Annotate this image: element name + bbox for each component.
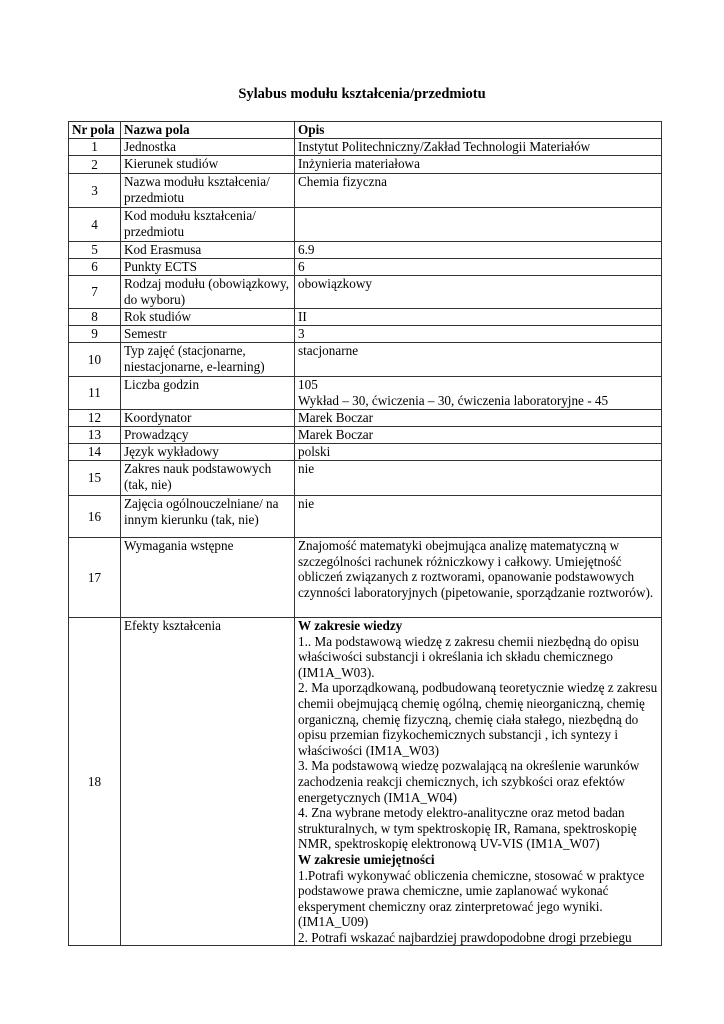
field-value: nie <box>295 461 662 496</box>
field-value <box>295 208 662 242</box>
field-name: Punkty ECTS <box>121 259 295 276</box>
row-number: 7 <box>69 276 121 309</box>
field-value: 6 <box>295 259 662 276</box>
table-row <box>69 276 662 309</box>
field-name: Jednostka <box>121 139 295 156</box>
field-value: polski <box>295 444 662 461</box>
learning-outcome: 3. Ma podstawową wiedzę pozwalającą na określenie warunków zachodzenia reakcji chemicznych, ich szybkości oraz efektów energetycznych (IM1A_W04) <box>298 758 640 805</box>
section-heading-skills: W zakresie umiejętności <box>298 851 435 867</box>
page-title: Sylabus modułu kształcenia/przedmiotu <box>238 86 486 102</box>
header-name: Nazwa pola <box>121 122 295 139</box>
table-row <box>69 139 662 156</box>
learning-outcome: 2. Ma uporządkowaną, podbudowaną teoretycznie wiedzę z zakresu chemii obejmującą chemię ogólną, chemię nieorganiczną, chemię organiczną, chemię fizyczną, chemię ciała stałego, niezbędną do opisu przemian fizykochemicznych substancji , ich syntezy i właściwości (IM1A_W03) <box>298 680 658 758</box>
field-name: Wymagania wstępne <box>121 538 295 618</box>
row-number: 14 <box>69 444 121 461</box>
field-name: Prowadzący <box>121 427 295 444</box>
table-row <box>69 538 662 618</box>
learning-outcome: 1.Potrafi wykonywać obliczenia chemiczne, stosować w praktyce podstawowe prawa chemiczne, umie zaplanować wykonać eksperyment chemiczny oraz zinterpretować jego wyniki. (IM1A_U09) <box>298 867 645 930</box>
row-number: 13 <box>69 427 121 444</box>
learning-outcome: 1.. Ma podstawową wiedzę z zakresu chemii niezbędną do opisu właściwości substancji i określania ich składu chemicznego (IM1A_W03). <box>298 633 639 680</box>
hours-total: 105 <box>298 377 318 392</box>
field-name: Zakres nauk podstawowych (tak, nie) <box>121 461 295 496</box>
field-value: II <box>295 309 662 326</box>
row-number: 1 <box>69 139 121 156</box>
table-header-row <box>69 122 662 139</box>
table-row <box>69 496 662 538</box>
field-value: Marek Boczar <box>295 427 662 444</box>
field-name: Kod Erasmusa <box>121 242 295 259</box>
table-row <box>69 326 662 343</box>
table-row <box>69 410 662 427</box>
field-name: Koordynator <box>121 410 295 427</box>
row-number: 11 <box>69 377 121 410</box>
hours-breakdown: Wykład – 30, ćwiczenia – 30, ćwiczenia laboratoryjne - 45 <box>298 392 609 408</box>
row-number: 16 <box>69 496 121 538</box>
row-number: 4 <box>69 208 121 242</box>
table-row <box>69 343 662 377</box>
field-value <box>295 618 662 946</box>
row-number: 2 <box>69 156 121 174</box>
field-value: Inżynieria materiałowa <box>295 156 662 174</box>
table-row <box>69 156 662 174</box>
learning-outcome: 2. Potrafi wskazać najbardziej prawdopodobne drogi przebiegu <box>298 929 632 945</box>
table-row <box>69 461 662 496</box>
row-number: 8 <box>69 309 121 326</box>
learning-outcome: 4. Zna wybrane metody elektro-analityczne oraz metod badan strukturalnych, w tym spektroskopię IR, Ramana, spektroskopię NMR, spektroskopię elektronową UV-VIS (IM1A_W07) <box>298 805 637 852</box>
field-name: Semestr <box>121 326 295 343</box>
field-name: Rodzaj modułu (obowiązkowy, do wyboru) <box>121 276 295 309</box>
field-value: Znajomość matematyki obejmująca analizę matematyczną w szczególności rachunek różniczkowy i całkowy. Umiejętność obliczeń związanych z roztworami, opanowanie podstawowych czynności laboratoryjnych (pipetowanie, sporządzanie roztworów). <box>295 538 662 618</box>
row-number: 5 <box>69 242 121 259</box>
field-value: 6.9 <box>295 242 662 259</box>
field-name: Rok studiów <box>121 309 295 326</box>
field-value: Chemia fizyczna <box>295 174 662 208</box>
table-row <box>69 618 662 946</box>
section-heading-knowledge: W zakresie wiedzy <box>298 618 403 633</box>
field-name: Kierunek studiów <box>121 156 295 174</box>
field-value: Instytut Politechniczny/Zakład Technologii Materiałów <box>295 139 662 156</box>
row-number: 12 <box>69 410 121 427</box>
table-row <box>69 208 662 242</box>
field-value: Marek Boczar <box>295 410 662 427</box>
table-row <box>69 309 662 326</box>
row-number: 15 <box>69 461 121 496</box>
syllabus-table <box>68 121 662 946</box>
field-value <box>295 377 662 410</box>
field-name: Efekty kształcenia <box>121 618 295 946</box>
row-number: 9 <box>69 326 121 343</box>
field-value: stacjonarne <box>295 343 662 377</box>
row-number: 6 <box>69 259 121 276</box>
field-value: nie <box>295 496 662 538</box>
table-row <box>69 242 662 259</box>
table-row <box>69 174 662 208</box>
row-number: 18 <box>69 618 121 946</box>
header-desc: Opis <box>295 122 662 139</box>
header-nr: Nr pola <box>69 122 121 139</box>
field-name: Kod modułu kształcenia/ przedmiotu <box>121 208 295 242</box>
table-row <box>69 444 662 461</box>
row-number: 17 <box>69 538 121 618</box>
table-row <box>69 427 662 444</box>
row-number: 3 <box>69 174 121 208</box>
table-row <box>69 377 662 410</box>
field-name: Zajęcia ogólnouczelniane/ na innym kierunku (tak, nie) <box>121 496 295 538</box>
field-name: Typ zajęć (stacjonarne, niestacjonarne, e-learning) <box>121 343 295 377</box>
field-value: obowiązkowy <box>295 276 662 309</box>
field-name: Liczba godzin <box>121 377 295 410</box>
field-value: 3 <box>295 326 662 343</box>
table-row <box>69 259 662 276</box>
field-name: Nazwa modułu kształcenia/ przedmiotu <box>121 174 295 208</box>
row-number: 10 <box>69 343 121 377</box>
field-name: Język wykładowy <box>121 444 295 461</box>
